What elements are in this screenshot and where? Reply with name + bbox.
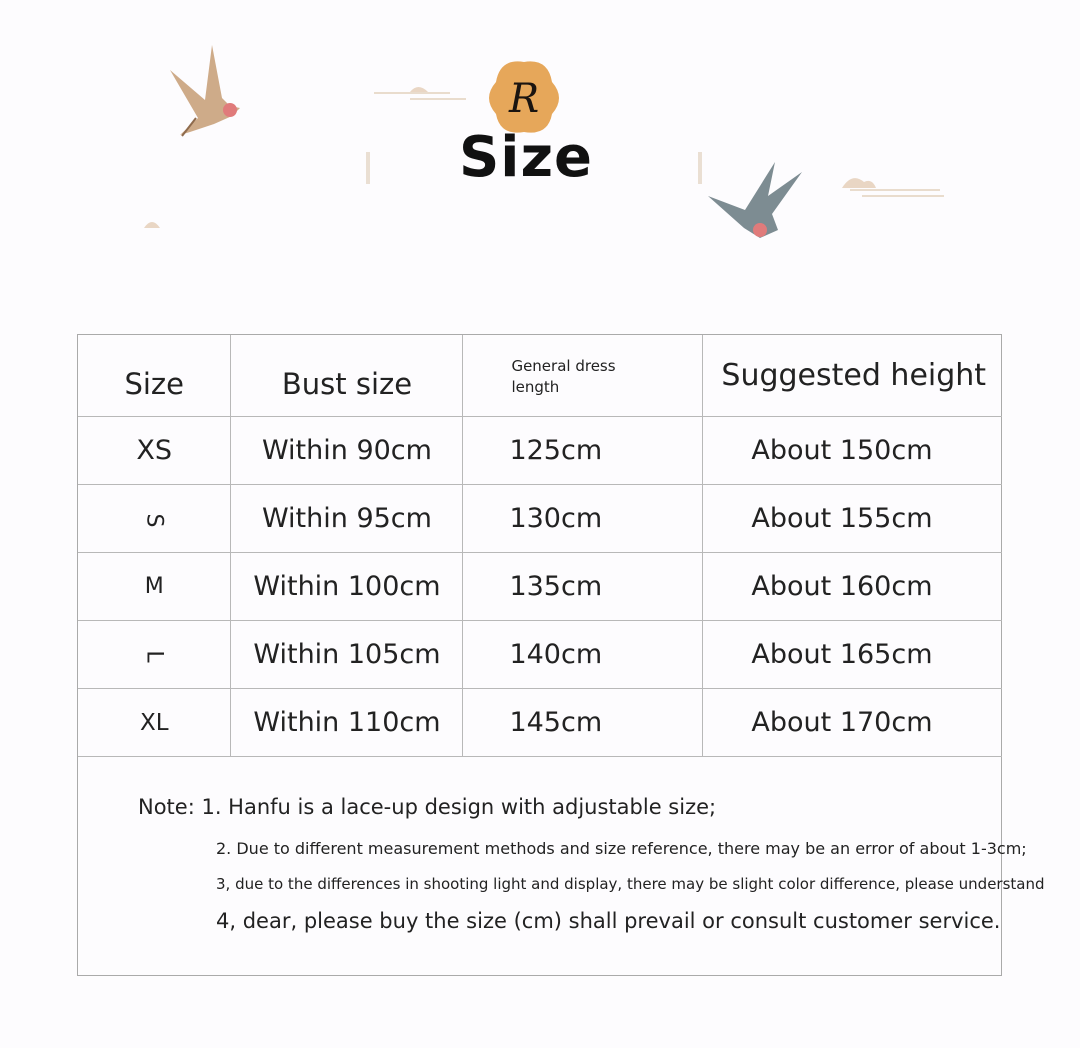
bust-cell: Within 105cm xyxy=(231,621,463,689)
length-cell: 140cm xyxy=(463,621,703,689)
table-row xyxy=(78,689,1002,757)
size-chart xyxy=(77,334,1045,976)
size-cell: M xyxy=(78,553,231,621)
length-cell: 130cm xyxy=(463,485,703,553)
bust-cell: Within 100cm xyxy=(231,553,463,621)
bust-cell: Within 110cm xyxy=(231,689,463,757)
size-cell: S xyxy=(78,485,231,553)
header-height: Suggested height xyxy=(703,335,1002,417)
length-cell: 135cm xyxy=(463,553,703,621)
size-cell: L xyxy=(78,621,231,689)
header-bust: Bust size xyxy=(231,335,463,417)
page-title: Size xyxy=(458,125,594,190)
swallow-left-icon xyxy=(170,45,240,136)
note-3: 3, due to the differences in shooting light and display, there may be slight color difference, please understand xyxy=(216,875,1045,893)
size-cell: XL xyxy=(78,689,231,757)
height-cell: About 160cm xyxy=(703,553,1002,621)
table-row xyxy=(78,417,1002,485)
length-cell: 125cm xyxy=(463,417,703,485)
logo-letter: R xyxy=(508,76,540,122)
header-size: Size xyxy=(78,335,231,417)
height-cell: About 155cm xyxy=(703,485,1002,553)
note-1: Note: 1. Hanfu is a lace-up design with adjustable size; xyxy=(138,795,717,819)
header-banner xyxy=(0,0,1080,300)
height-cell: About 170cm xyxy=(703,689,1002,757)
table-row xyxy=(78,553,1002,621)
bust-cell: Within 95cm xyxy=(231,485,463,553)
cloud-left-icon xyxy=(374,87,466,99)
height-cell: About 165cm xyxy=(703,621,1002,689)
cloud-small-icon xyxy=(144,222,160,228)
height-cell: About 150cm xyxy=(703,417,1002,485)
size-cell: XS xyxy=(78,417,231,485)
table-row xyxy=(78,485,1002,553)
logo-badge-icon xyxy=(489,61,559,132)
header-length: General dress length xyxy=(463,335,703,417)
length-cell: 145cm xyxy=(463,689,703,757)
size-table xyxy=(78,335,1002,757)
note-2: 2. Due to different measurement methods and size reference, there may be an error of about 1-3cm; xyxy=(216,839,1027,858)
bust-cell: Within 90cm xyxy=(231,417,463,485)
table-header-row xyxy=(78,335,1002,417)
table-row xyxy=(78,621,1002,689)
note-4: 4, dear, please buy the size (cm) shall prevail or consult customer service. xyxy=(216,909,1001,933)
